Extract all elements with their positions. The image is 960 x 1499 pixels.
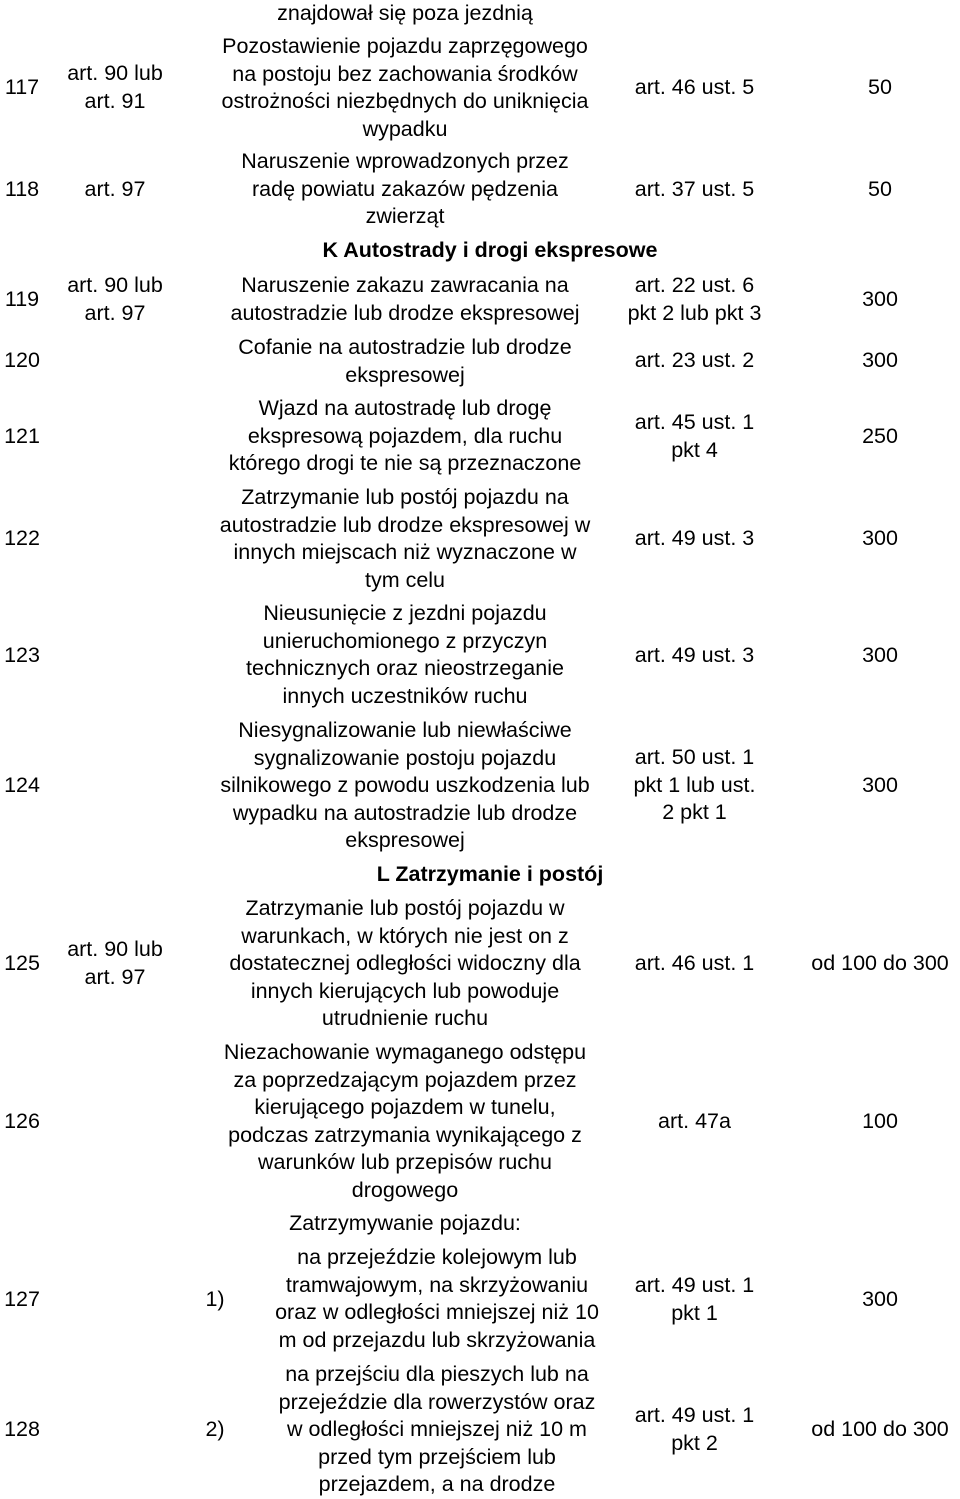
row-number: 127 [4, 1287, 40, 1311]
fine-amount: 300 [862, 1287, 898, 1311]
article-reference: art. 49 ust. 1 pkt 1 [634, 1273, 755, 1325]
article-reference: art. 45 ust. 1 pkt 4 [634, 410, 755, 462]
row-number: 126 [4, 1109, 40, 1133]
legal-basis: art. 90 lub art. 91 [67, 61, 163, 113]
row-number: 123 [4, 643, 40, 667]
offense-description: Zatrzymanie lub postój pojazdu na autostradzie lub drodze ekspresowej w innych miejscach niż wyznaczone w tym celu [219, 485, 591, 592]
row-number: 117 [4, 75, 40, 99]
fine-amount: 50 [868, 75, 892, 99]
offense-description: na przejeździe kolejowym lub tramwajowym, na skrzyżowaniu oraz w odległości mniejszej niż 10 m od przejazdu lub skrzyżowania [275, 1245, 599, 1352]
offense-description: Niezachowanie wymaganego odstępu za poprzedzającym pojazdem przez kierującego pojazdem w tunelu, podczas zatrzymania wynikającego z warunków lub przepisów ruchu drogowego [223, 1040, 587, 1202]
offense-description: Nieusunięcie z jezdni pojazdu unieruchomionego z przyczyn technicznych oraz nieostrzeganie innych uczestników ruchu [246, 601, 564, 708]
row-number: 125 [4, 951, 40, 975]
offense-description: na przejściu dla pieszych lub na przejeździe dla rowerzystów oraz w odległości mniejszej niż 10 m przed tym przejściem lub przejazdem, a na drodze [278, 1362, 596, 1496]
offense-description: Pozostawienie pojazdu zaprzęgowego na postoju bez zachowania środków ostrożności niezbędnych do uniknięcia wypadku [221, 34, 589, 141]
article-reference: art. 47a [658, 1109, 731, 1133]
row-number: 121 [4, 424, 40, 448]
article-reference: art. 23 ust. 2 [634, 348, 755, 372]
fine-amount: 300 [862, 526, 898, 550]
offense-description: Naruszenie zakazu zawracania na autostradzie lub drodze ekspresowej [230, 273, 580, 325]
legal-basis: art. 97 [84, 177, 146, 201]
section-heading-k: K Autostrady i drogi ekspresowe [322, 238, 658, 262]
fine-amount: 100 [862, 1109, 898, 1133]
article-reference: art. 46 ust. 1 [634, 951, 755, 975]
article-reference: art. 50 ust. 1 pkt 1 lub ust. 2 pkt 1 [633, 745, 756, 824]
row-number: 122 [4, 526, 40, 550]
row-number: 120 [4, 348, 40, 372]
article-reference: art. 37 ust. 5 [634, 177, 755, 201]
fine-amount: od 100 do 300 [811, 1417, 949, 1441]
offense-description: Niesygnalizowanie lub niewłaściwe sygnalizowanie postoju pojazdu silnikowego z powodu uszkodzenia lub wypadku na autostradzie lub drodze ekspresowej [220, 718, 590, 852]
offense-description: Zatrzymanie lub postój pojazdu w warunkach, w których nie jest on z dostatecznej odległości widoczny dla innych kierujących lub powoduje utrudnienie ruchu [229, 896, 581, 1030]
offense-description: Cofanie na autostradzie lub drodze ekspresowej [238, 335, 572, 387]
fine-amount: 250 [862, 424, 898, 448]
row-number: 124 [4, 773, 40, 797]
row-number: 118 [4, 177, 40, 201]
fine-amount: 300 [862, 773, 898, 797]
legal-basis: art. 90 lub art. 97 [67, 937, 163, 989]
article-reference: art. 49 ust. 3 [634, 643, 755, 667]
row-number: 128 [4, 1417, 40, 1441]
continued-description: znajdował się poza jezdnią [277, 1, 533, 25]
article-reference: art. 22 ust. 6 pkt 2 lub pkt 3 [627, 273, 762, 325]
article-reference: art. 46 ust. 5 [634, 75, 755, 99]
fine-amount: 300 [862, 287, 898, 311]
fine-amount: 300 [862, 643, 898, 667]
section-heading-l: L Zatrzymanie i postój [376, 862, 604, 886]
sub-list-intro: Zatrzymywanie pojazdu: [289, 1211, 521, 1235]
legal-basis: art. 90 lub art. 97 [67, 273, 163, 325]
offense-description: Naruszenie wprowadzonych przez radę powiatu zakazów pędzenia zwierząt [241, 149, 569, 228]
fine-amount: od 100 do 300 [811, 951, 949, 975]
offense-description: Wjazd na autostradę lub drogę ekspresową pojazdem, dla ruchu którego drogi te nie są przeznaczone [228, 396, 582, 475]
fine-amount: 300 [862, 348, 898, 372]
sub-item-marker: 1) [205, 1287, 225, 1311]
article-reference: art. 49 ust. 3 [634, 526, 755, 550]
row-number: 119 [4, 287, 40, 311]
fine-amount: 50 [868, 177, 892, 201]
article-reference: art. 49 ust. 1 pkt 2 [634, 1403, 755, 1455]
sub-item-marker: 2) [205, 1417, 225, 1441]
